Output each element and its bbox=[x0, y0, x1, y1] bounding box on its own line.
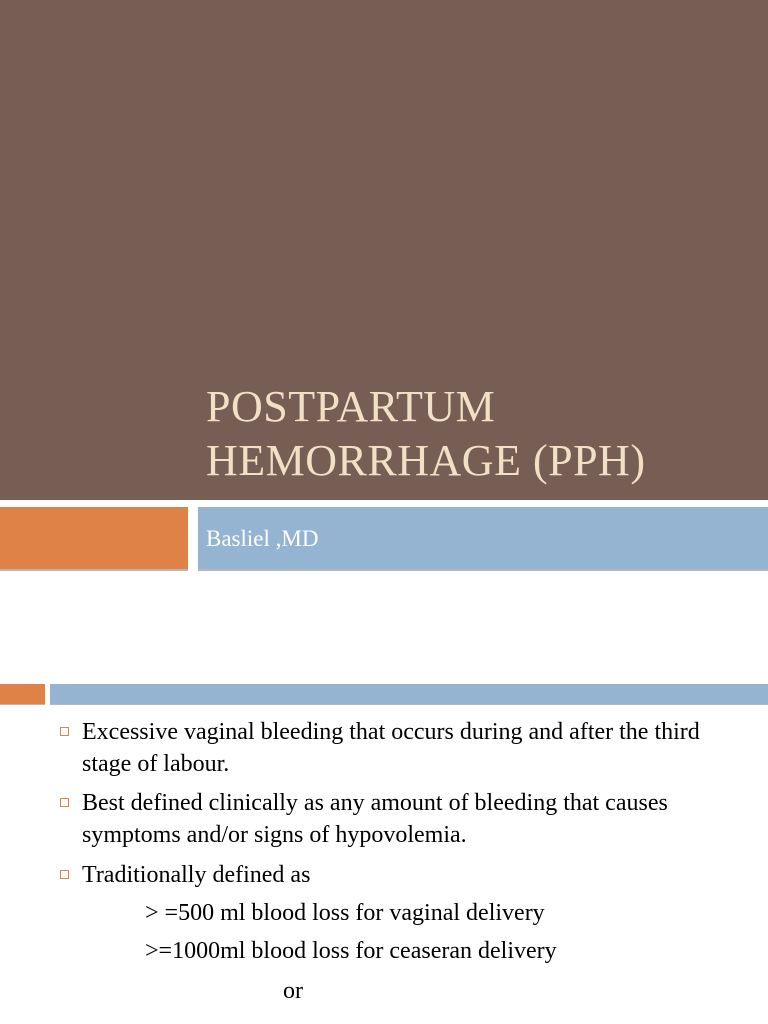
square-bullet-icon bbox=[60, 798, 69, 807]
bullet-text: Traditionally defined as bbox=[82, 862, 311, 888]
bullet-text: Best defined clinically as any amount of bleeding that causes symptoms and/or signs of hypovolemia. bbox=[82, 790, 668, 848]
square-bullet-icon bbox=[60, 727, 69, 736]
criteria-line: >=1000ml blood loss for ceaseran delivery bbox=[145, 938, 557, 964]
slide-title-line-1: POSTPARTUM bbox=[206, 382, 496, 431]
slide-title bbox=[206, 380, 645, 488]
orange-accent-bar bbox=[0, 507, 188, 571]
bullet-text: Excessive vaginal bleeding that occurs during and after the third stage of labour. bbox=[82, 719, 700, 777]
criteria-or: or bbox=[283, 978, 303, 1004]
criteria-line: > =500 ml blood loss for vaginal delivery bbox=[145, 900, 545, 926]
orange-header-bar bbox=[0, 684, 45, 705]
slide-subtitle: Basliel ,MD bbox=[206, 526, 319, 551]
slide-title-line-2: HEMORRHAGE (PPH) bbox=[206, 436, 646, 485]
square-bullet-icon bbox=[60, 870, 69, 879]
blue-header-bar bbox=[50, 684, 768, 705]
